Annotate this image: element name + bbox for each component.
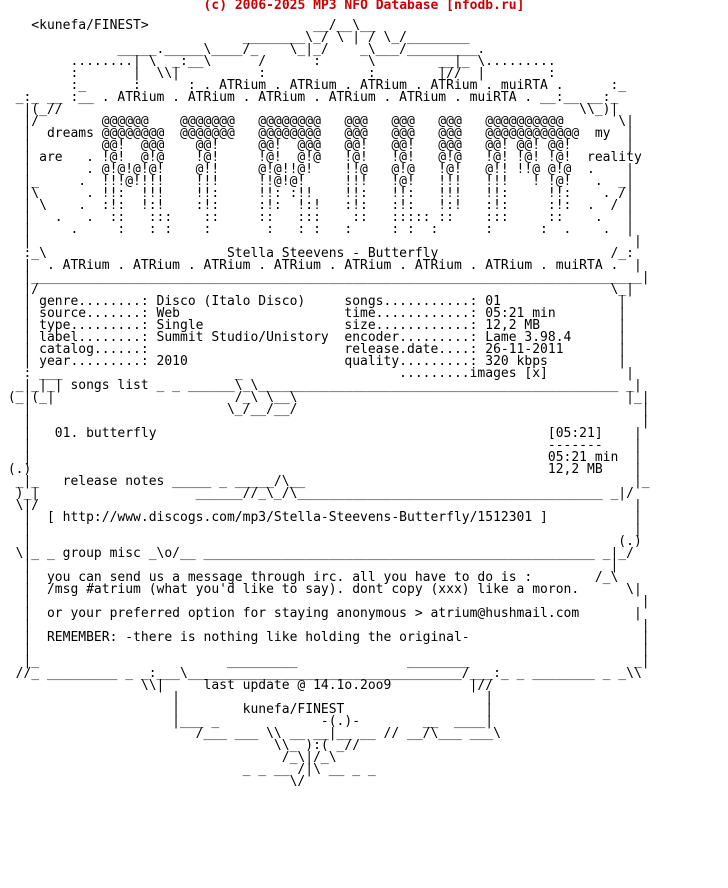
copyright-header: (c) 2006-2025 MP3 NFO Database [nfodb.ru] [203,0,525,13]
nfo-ascii-art: <kunefa/FINEST> __/__\__ ________\_/ \ | / \_/________ _____._____\____/_ \_|_/ _\___/_________. ........| \ _:__\ / : \ __|_ \......... : | \\| : : |// | : :_ : : . ATRium . ATRium . ATRium . ATRium . muiRTA . :_ _:_ __ :__ . ATRium . ATRium . ATRium . ATRium . ATRium . muiRTA . __:__ __:_ |(_// \\_)| |/ @@@@@@ @@@@@@@ @@@@@@@@ @@@ @@@ @@@ @@@@@@@@@@ \| | dreams @@@@@@@@ @@@@@@@ @@@@@@@@ @@@ @@@ @@@ @@@@@@@@@@@@ my | | @@! @@@ @@! @@! @@@ @@! @@! @@@ @@! @@! @@! | | are . !@! @!@ !@! !@! @!@ !@! !@! @!@ !@! !@! !@! reality | . @!@!@!@! @!! @!@!!@! !!@ @!@ !@! @!! !!@ @!@ . | |_ . !!!@!!!! !!! !!@!@! !!! !@! !!! !!! ! !@! . _| |\ . !!: !!! !!: !!: :!! !!: !!: !!! !!: !!: . /| | \ . :!: !:! :!: :!: !:! :!: :!: !:! :!: :!: . / | | . . :: ::: :: :: ::: :: ::::: :: ::: :: . | | . : : : : : : : : : : : : : . . | | | :_\ Stella Steevens - Butterfly /_: | . ATRium . ATRium . ATRium . ATRium . ATRium . ATRium . ATRium . muiRTA . | |______________________________________________________________________________| |/ \_| | genre........: Disco (Italo Disco) songs...........: 01 | | source.......: Web time............: 05:21 min | | type.........: Single size............: 12,2 MB | | label........: Summit Studio/Unistory encoder.........: Lame 3.98.4 | | catalog......: release.date....: 26-11-2011 | | year.........: 2010 quality.........: 320 kbps | : ___ _ .........images [x] | _|_|_| songs list _ _ ______\_\______________________________________________ _| (_|(_| /_\ \__\ |_| | \_/__/__/ | | | | 01. butterfly [05:21] | | ------- | | 05:21 min | (.) 12,2 MB | _|_ release notes _____ _ _____/\__ |_ )_| ______//_\_/\_______________________________________ _|/ \|/ | | [ http://www.discogs.com/mp3/Stella-Steevens-Butterfly/1512301 ] | | | | (.) \|_ _ group misc _\o/__ __________________________________________________ _|_/ | | | you can send us a message through irc. all you have to do is : /_\ | /msg #atrium (what you'd like to say). dont copy (xxx) like a moron. \| | | | or your preferred option for staying anonymous > atrium@hushmail.com | | | | REMEMBER: -there is nothing like holding the original- | | | |_ _________ ________ _| //_ _________ _ _:___\___________________________________/___:_ _ ________ _ _\\ \\| last update @ 14.1o.2oo9 |// | | | kunefa/FINEST | |___ _ -(.)- __ ____| /___ ___ \\ __ __|__ __ // __/\___ ___\ \\_ ):( _// /_\|/_\ _ _ __ /|\ __ _ _ \/ [7,18,650,789]
